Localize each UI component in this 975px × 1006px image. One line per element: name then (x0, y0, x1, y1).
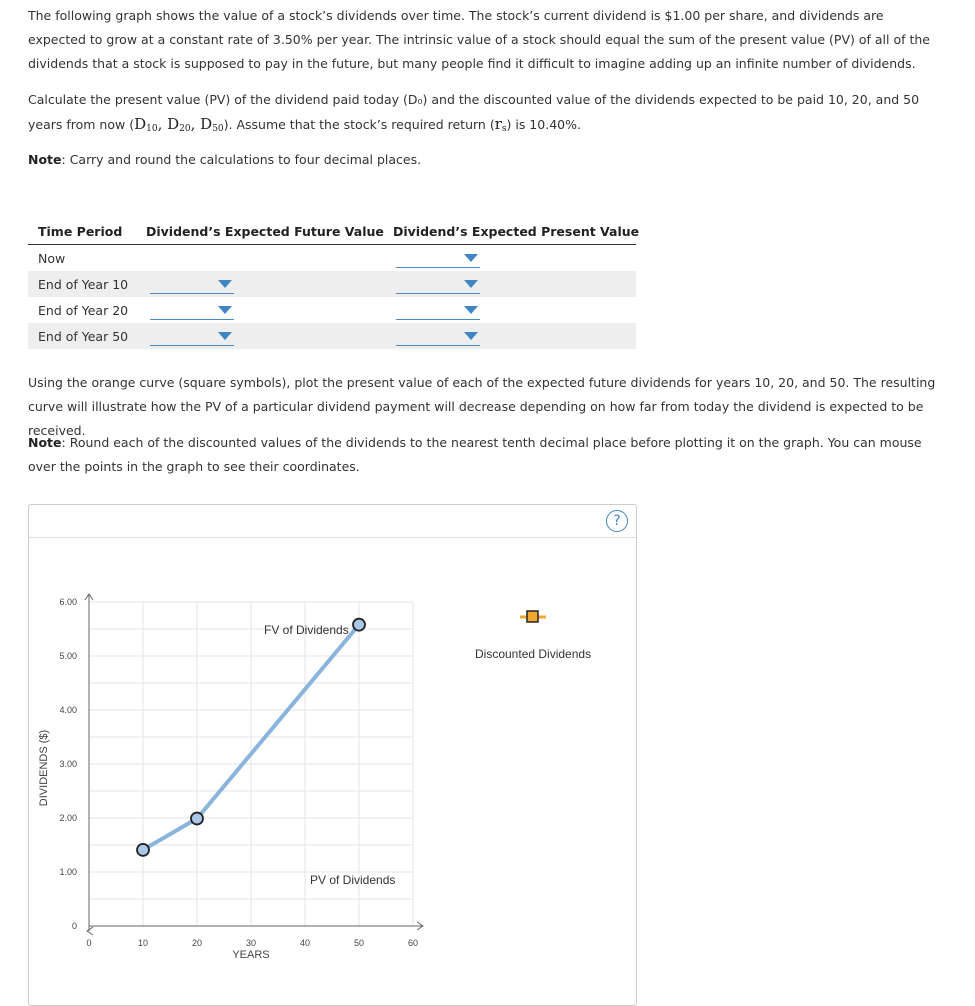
caret-down-icon (464, 306, 478, 314)
y-tick-label: 1.00 (59, 867, 77, 877)
rounding-note (28, 148, 943, 172)
pv-year20-dropdown[interactable] (396, 301, 480, 320)
x-tick-label: 10 (137, 938, 149, 948)
dividend-chart (29, 538, 636, 1006)
x-tick-label: 60 (407, 938, 419, 948)
row-label: Now (38, 251, 66, 266)
row-label: End of Year 20 (38, 303, 129, 318)
header-present-value: Dividend’s Expected Present Value (393, 224, 640, 239)
header-time-period: Time Period (38, 224, 123, 239)
plot-instructions: Using the orange curve (square symbols), plot the present value of each of the expected future dividends for years 10, 20, and 50. The resulting curve will illustrate how the PV of a particular dividend payment will decrease depending on how far from today the dividend is expected to be received. (28, 375, 936, 438)
calculation-paragraph: Calculate the present value (PV) of the dividend paid today (D₀) and the discounted value of the dividends expected to be paid 10, 20, and 50 years from now ($D_{10}$, $D_{20}$, $D_{50}$). Assume that the stock’s required return $(r_s)$ is 10.40%. (28, 92, 920, 134)
d50-symbol: D (200, 115, 213, 133)
x-tick-label: 50 (353, 938, 365, 948)
caret-down-icon (464, 280, 478, 288)
caret-down-icon (464, 332, 478, 340)
calc-text-a: Calculate the present value (PV) of the dividend paid today (D₀) and the discounted value of the dividends expected to be paid 10, 20, and 50 years from now ( (28, 92, 920, 132)
legend-label: Discounted Dividends (475, 647, 592, 661)
x-tick-label: 40 (299, 938, 311, 948)
fv-year50-dropdown[interactable] (150, 327, 234, 346)
row-label: End of Year 50 (38, 329, 129, 344)
fv-year20-dropdown[interactable] (150, 301, 234, 320)
table-row-year-50 (28, 323, 636, 349)
calc-text-b: ). Assume that the stock’s required return ( (223, 117, 495, 132)
note-text: : Carry and round the calculations to four decimal places. (61, 152, 422, 167)
y-tick-label: 5.00 (59, 651, 77, 661)
graph-toolbar (29, 505, 636, 538)
x-axis-label: YEARS (232, 949, 270, 961)
x-tick-label: 0 (86, 938, 92, 948)
rs-subscript: s (501, 124, 507, 134)
pv-year50-dropdown[interactable] (396, 327, 480, 346)
fv-data-point[interactable] (353, 619, 365, 631)
table-row-year-10 (28, 271, 636, 297)
header-future-value: Dividend’s Expected Future Value (146, 224, 384, 239)
dividend-table (28, 218, 640, 349)
caret-down-icon (218, 306, 232, 314)
y-tick-label: 4.00 (59, 705, 77, 715)
legend-discounted-dividends-tool[interactable] (520, 611, 546, 622)
y-axis-label: DIVIDENDS ($) (38, 729, 50, 807)
y-tick-label: 0 (71, 921, 77, 931)
y-tick-label: 2.00 (59, 813, 77, 823)
pv-now-dropdown[interactable] (396, 249, 480, 268)
y-tick-label: 6.00 (59, 597, 77, 607)
table-header (28, 218, 640, 245)
graph-panel (28, 504, 637, 1006)
d50-subscript: 50 (212, 124, 224, 134)
intro-paragraph: The following graph shows the value of a stock’s dividends over time. The stock’s current dividend is $1.00 per share, and dividends are expected to grow at a constant rate of 3.50% per year. The intrinsic value of a stock should equal the sum of the present value (PV) of all of the dividends that a stock is supposed to pay in the future, but many people find it difficult to imagine adding up an infinite number of dividends. (28, 8, 930, 71)
pv-curve-label: PV of Dividends (310, 873, 396, 887)
table-row-now (28, 245, 636, 271)
calc-text-c: ) is 10.40%. (506, 117, 581, 132)
chart-ticks (59, 597, 418, 948)
y-axis-bottom-arrow-icon (87, 927, 93, 935)
y-tick-label: 3.00 (59, 759, 77, 769)
x-tick-label: 30 (245, 938, 257, 948)
fv-data-point[interactable] (191, 813, 203, 825)
d20-symbol: D (167, 115, 180, 133)
help-icon[interactable]: ? (606, 510, 628, 532)
d10-symbol: D (134, 115, 147, 133)
caret-down-icon (464, 254, 478, 262)
plot-note (28, 431, 943, 479)
fv-year10-dropdown[interactable] (150, 275, 234, 294)
caret-down-icon (218, 280, 232, 288)
d20-subscript: 20 (179, 124, 191, 134)
row-label: End of Year 10 (38, 277, 129, 292)
note-label: Note (28, 152, 62, 167)
fv-curve-label: FV of Dividends (264, 623, 349, 637)
pv-year10-dropdown[interactable] (396, 275, 480, 294)
orange-square-icon[interactable] (527, 611, 538, 622)
fv-data-point[interactable] (137, 844, 149, 856)
note-label: Note (28, 435, 62, 450)
caret-down-icon (218, 332, 232, 340)
rs-symbol: r (494, 115, 502, 133)
d10-subscript: 10 (146, 124, 158, 134)
x-tick-label: 20 (191, 938, 203, 948)
table-row-year-20 (28, 297, 636, 323)
note-text: : Round each of the discounted values of the dividends to the nearest tenth decimal place before plotting it on the graph. You can mouse over the points in the graph to see their coordinates. (28, 435, 922, 474)
